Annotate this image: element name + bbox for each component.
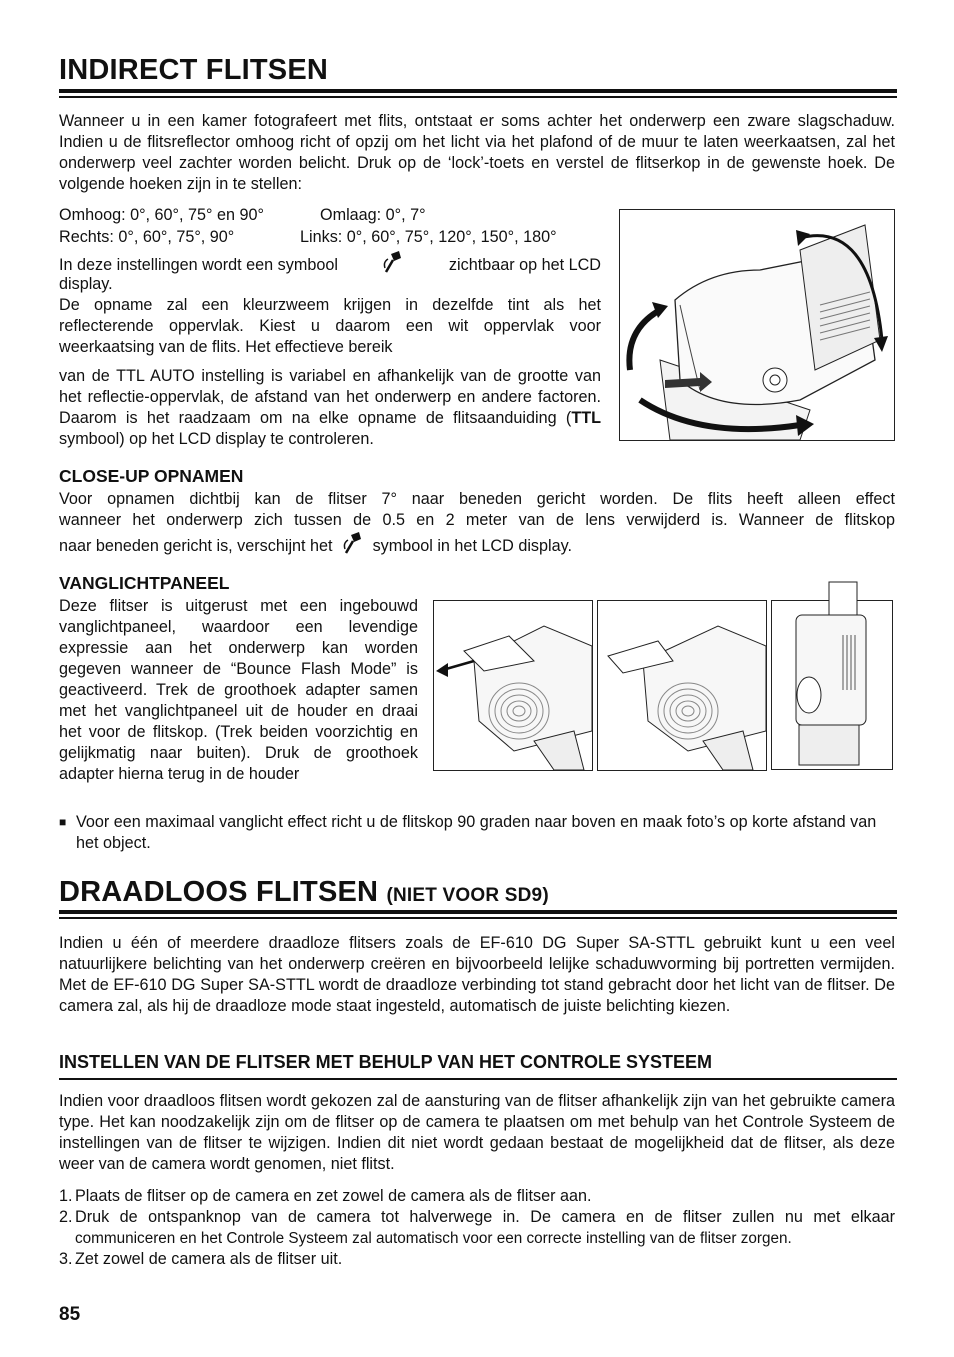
angles-left: Links: 0°, 60°, 75°, 120°, 150°, 180° — [300, 228, 557, 246]
catchlight-paragraph: Deze flitser is uitgerust met een ingebouwd vanglichtpaneel, waardoor een levendige expressie aan het onderwerp kan worden gegeven wanneer de “Bounce Flash Mode” is geactiveerd. Trek de groothoek adapter samen met het vanglichtpaneel uit de houder en draai het voor de flitskop. (Trek beiden voorzichtig en gelijkmatig naar buiten). Druk de groothoek adapter hierna terug in de houder — [59, 597, 418, 783]
step-2-continued: communiceren en het Controle Systeem zal automatisch voor een correcte instelling van de flitser zorgen. — [75, 1230, 792, 1247]
wireless-intro: Indien u één of meerdere draadloze flitsers zoals de EF-610 DG Super SA-STTL gebruikt kunt u een veel natuurlijkere belichting van het onderwerp creëren en bijvoorbeeld lelijke schaduwvorming bij portretten vermijden. Met de EF-610 DG Super SA-STTL wordt de draadloze verbinding tot stand gebracht door het licht van de flitser. De camera zal, als hij de draadloze mode staat ingesteld, automatisch de juiste belichting kiezen. — [59, 934, 895, 1015]
section-title-wireless — [59, 876, 549, 909]
closeup-text-before: naar beneden gericht is, verschijnt het — [59, 536, 333, 555]
section-title-indirect: INDIRECT FLITSEN — [59, 54, 329, 86]
ttl-bold: TTL — [571, 409, 601, 427]
symbol-text-end: display. — [59, 275, 113, 293]
catchlight-heading: VANGLICHTPANEEL — [59, 573, 230, 593]
title-rule — [59, 89, 897, 93]
closeup-line-2: wanneer het onderwerp zich tussen de 0.5 en 2 meter van de lens verwijderd is. Wanneer de flitskop — [59, 511, 895, 529]
ttl-paragraph — [59, 366, 601, 450]
bounce-flash-icon — [343, 531, 363, 561]
closeup-text-after: symbool in het LCD display. — [372, 536, 572, 555]
angles-down: Omlaag: 0°, 7° — [320, 206, 426, 224]
bounce-flash-icon — [383, 250, 403, 280]
symbol-line — [59, 250, 601, 280]
setup-heading: INSTELLEN VAN DE FLITSER MET BEHULP VAN HET CONTROLE SYSTEEM — [59, 1052, 713, 1072]
setup-heading-rule — [59, 1078, 897, 1080]
catchlight-illustration-2 — [597, 600, 767, 771]
step-3 — [59, 1249, 895, 1270]
title-rule-thin — [59, 96, 897, 98]
step-1-num: 1. — [59, 1187, 73, 1205]
angles-right: Rechts: 0°, 60°, 75°, 90° — [59, 228, 235, 246]
ttl-text-after: symbool) op het LCD display te controleren. — [59, 430, 374, 448]
step-2-text: Druk de ontspanknop van de camera tot halverwege in. De camera en de flitser zullen nu met elkaar — [75, 1208, 895, 1226]
bounce-flash-illustration — [619, 209, 895, 441]
step-1-text: Plaats de flitser op de camera en zet zowel de camera als de flitser aan. — [75, 1187, 592, 1205]
catchlight-illustration-1 — [433, 600, 593, 771]
ttl-text-before: van de TTL AUTO instelling is variabel en afhankelijk van de grootte van het reflectie-oppervlak, de afstand van het onderwerp en andere factoren. Daarom is het raadzaam om na elke opname de flitsaanduiding ( — [59, 367, 601, 427]
bullet-marker: ■ — [59, 815, 67, 829]
closeup-line-3 — [59, 531, 572, 561]
color-note: De opname zal een kleurzweem krijgen in dezelfde tint als het reflecterende oppervlak. Kiest u daarom een wit oppervlak voor weerkaatsing van de flits. Het effectieve bereik — [59, 296, 601, 356]
step-2-num: 2. — [59, 1208, 73, 1226]
wireless-title-suffix: (NIET VOOR SD9) — [386, 885, 549, 906]
wireless-title: DRAADLOOS FLITSEN — [59, 876, 379, 908]
step-2 — [59, 1207, 895, 1228]
step-1 — [59, 1186, 895, 1207]
step-3-text: Zet zowel de camera als de flitser uit. — [75, 1250, 343, 1268]
closeup-line-1: Voor opnamen dichtbij kan de flitser 7° naar beneden gericht worden. De flits heeft alleen effect — [59, 490, 895, 508]
catchlight-bullet — [59, 812, 895, 854]
symbol-text-before: In deze instellingen wordt een symbool — [59, 255, 338, 274]
catchlight-illustration-3 — [771, 580, 893, 770]
angles-up: Omhoog: 0°, 60°, 75° en 90° — [59, 206, 264, 224]
page-number: 85 — [59, 1304, 81, 1325]
title-rule — [59, 910, 897, 914]
bullet-text: Voor een maximaal vanglicht effect richt u de flitskop 90 graden naar boven en maak foto’s op korte afstand van het object. — [76, 813, 877, 852]
closeup-heading: CLOSE-UP OPNAMEN — [59, 466, 244, 486]
setup-paragraph: Indien voor draadloos flitsen wordt gekozen zal de aansturing van de flitser afhankelijk zijn van het gebruikte camera type. Het kan noodzakelijk zijn om de flitser op de camera te plaatsen om met behulp van het Controle Systeem de instellingen van de flitser te wijzigen. Indien dit niet wordt gedaan bestaat de mogelijkheid dat de flitser, als deze weer van de camera wordt genomen, niet flitst. — [59, 1092, 895, 1173]
intro-paragraph: Wanneer u in een kamer fotografeert met flits, ontstaat er soms achter het onderwerp een zware slagschaduw. Indien u de flitsreflector omhoog richt of opzij om het licht via het plafond of de muur te laten weerkaatsen, zal het onderwerp veel zachter worden belicht. Druk op de ‘lock’-toets en verstel de flitserkop in de gewenste hoek. De volgende hoeken zijn in te stellen: — [59, 112, 895, 193]
symbol-text-after: zichtbaar op het LCD — [448, 255, 601, 274]
title-rule-thin — [59, 917, 897, 919]
step-3-num: 3. — [59, 1250, 73, 1268]
